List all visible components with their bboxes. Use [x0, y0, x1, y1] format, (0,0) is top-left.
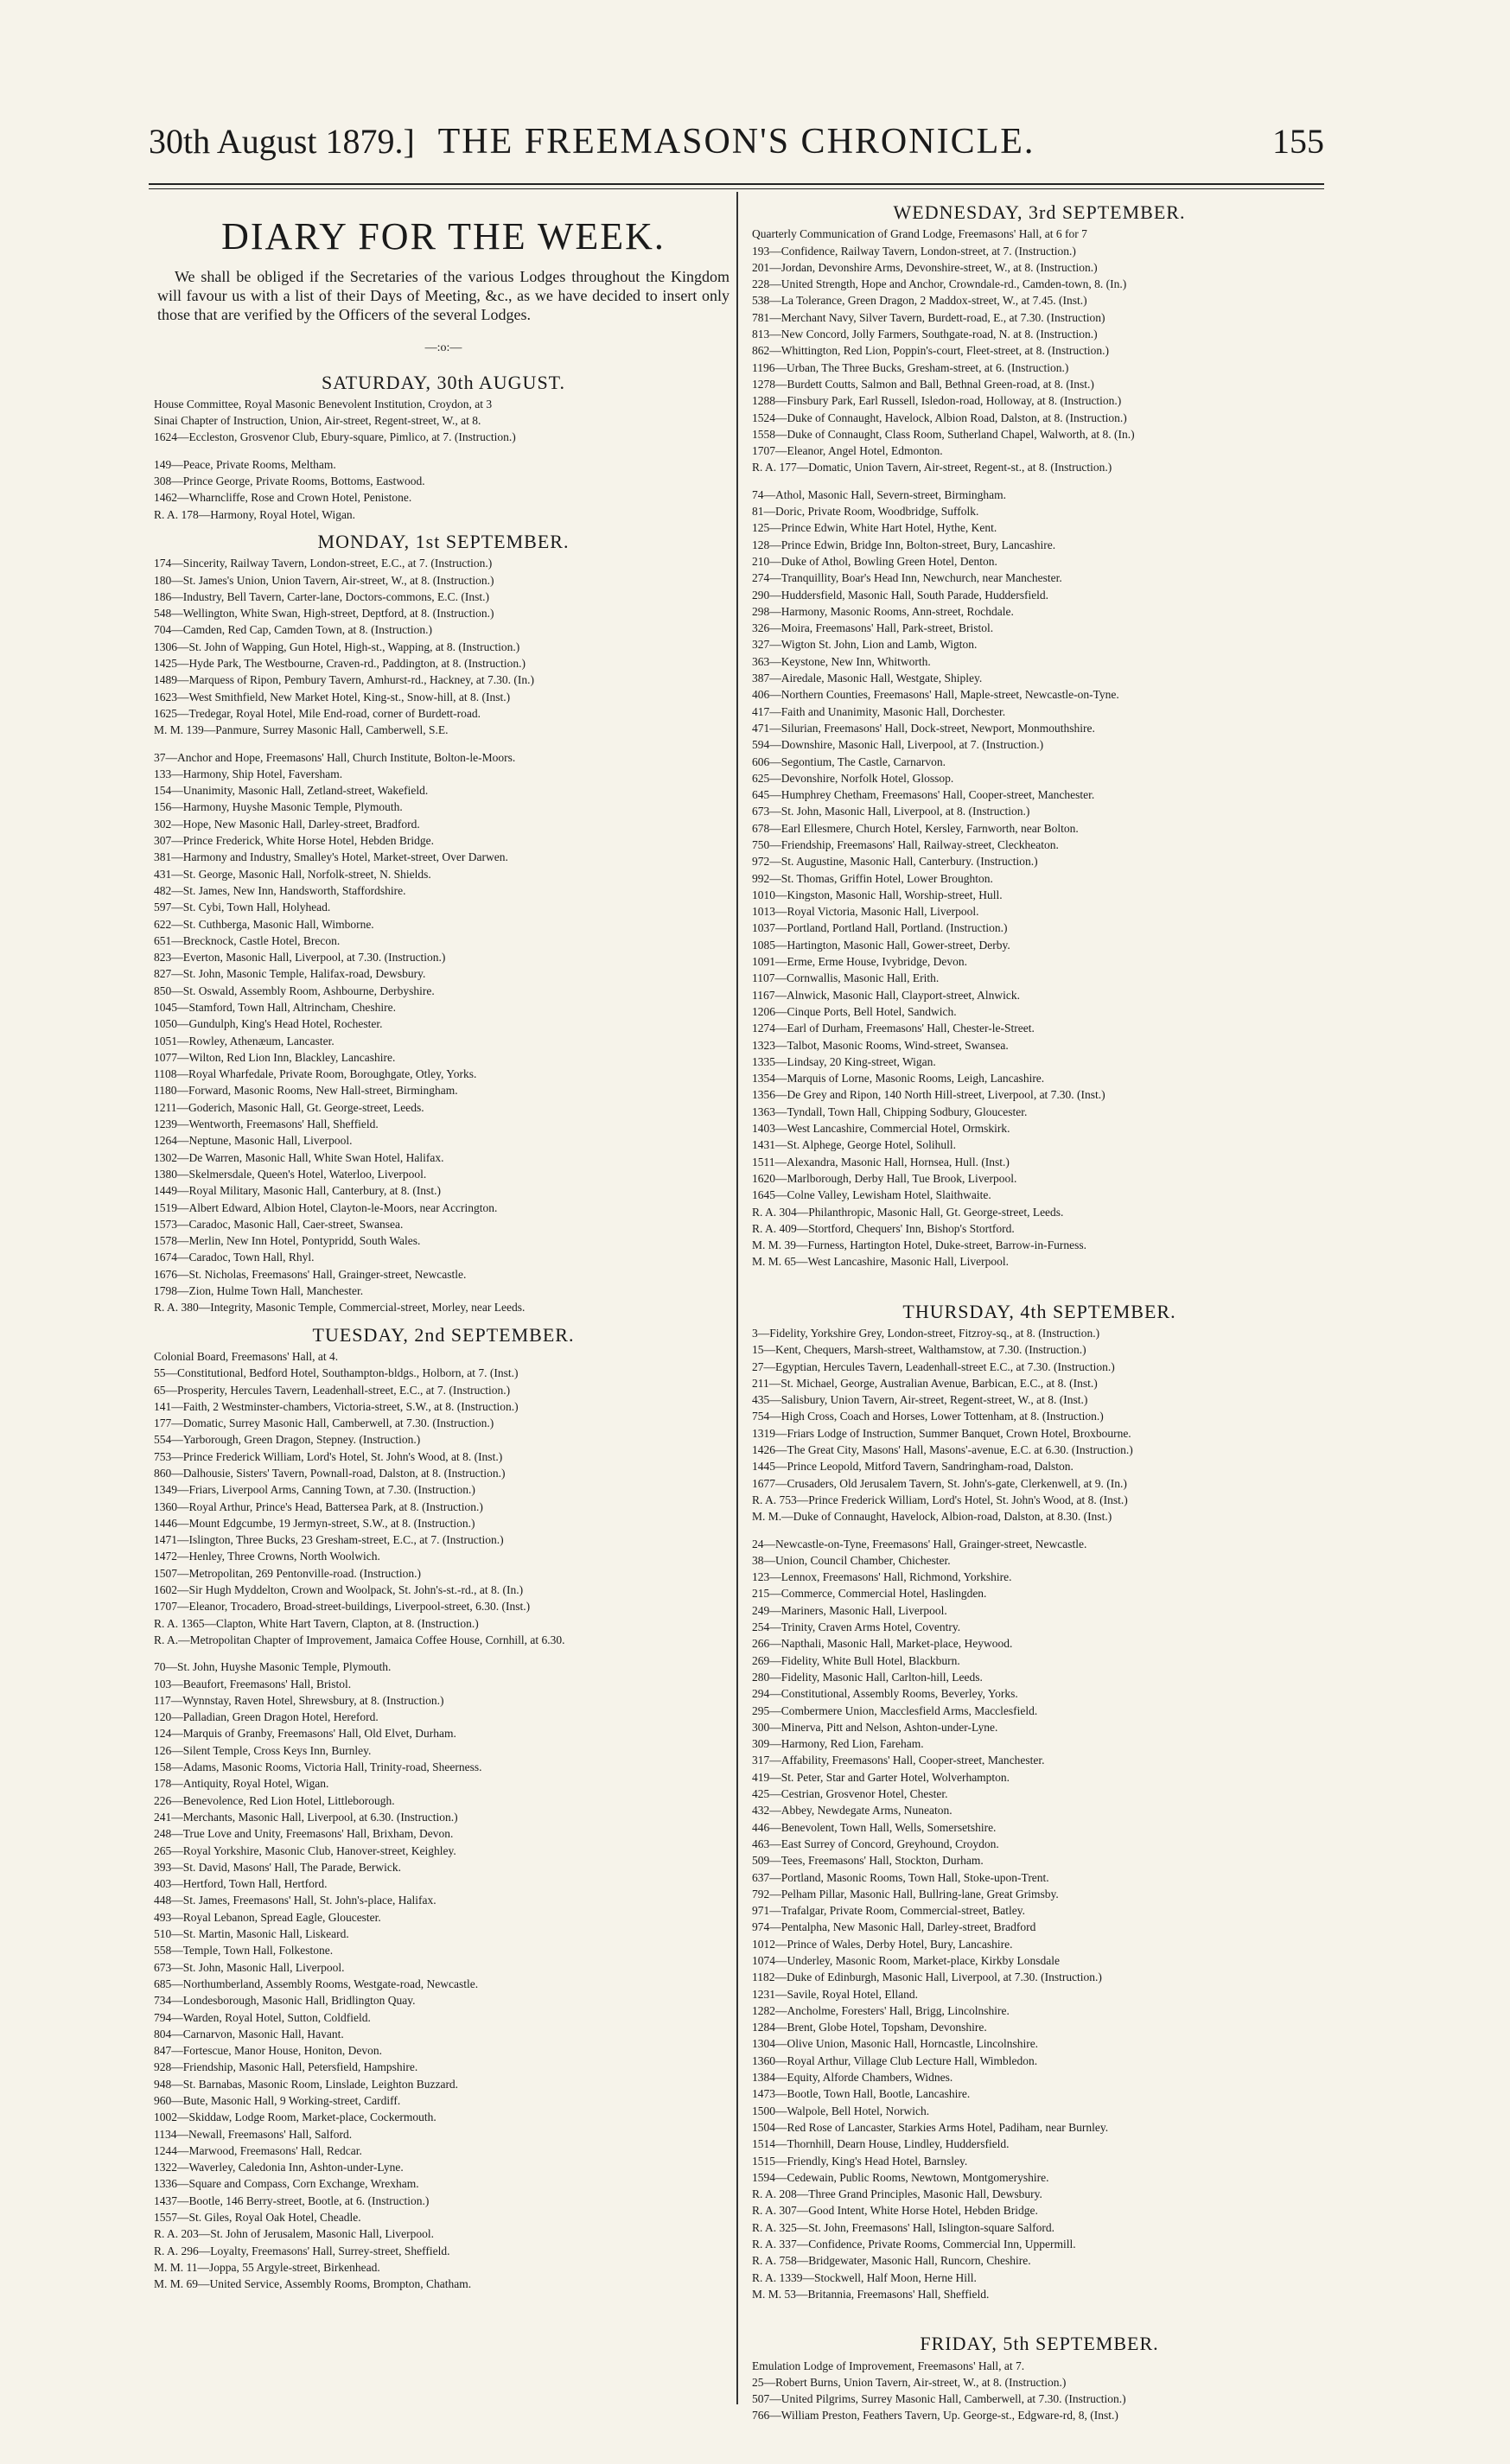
lodge-entry: 1557—St. Giles, Royal Oak Hotel, Cheadle.	[154, 2211, 361, 2225]
lodge-entry: R. A. 1339—Stockwell, Half Moon, Herne Hill.	[752, 2270, 977, 2284]
lodge-entry: R. A. 208—Three Grand Principles, Masonic Hall, Dewsbury.	[752, 2187, 1042, 2201]
lodge-entry: 1231—Savile, Royal Hotel, Elland.	[752, 1987, 918, 2001]
lodge-entry: 625—Devonshire, Norfolk Hotel, Glossop.	[752, 771, 954, 785]
page-header	[149, 121, 1324, 181]
saturday-list	[154, 396, 733, 523]
lodge-entry: R. A. 177—Domatic, Union Tavern, Air-street, Regent-st., at 8. (Instruction.)	[752, 461, 1112, 474]
lodge-entry: 734—Londesborough, Masonic Hall, Bridlington Quay.	[154, 1994, 416, 2008]
lodge-entry: 307—Prince Frederick, White Horse Hotel, Hebden Bridge.	[154, 834, 435, 848]
lodge-entry: R. A. 178—Harmony, Royal Hotel, Wigan.	[154, 507, 356, 521]
lodge-entry: 298—Harmony, Masonic Rooms, Ann-street, Rochdale.	[752, 604, 1014, 618]
entry-gap	[154, 739, 733, 749]
lodge-entry: Sinai Chapter of Instruction, Union, Air-street, Regent-street, W., at 8.	[154, 414, 481, 428]
lodge-entry: 1134—Newall, Freemasons' Hall, Salford.	[154, 2127, 353, 2141]
lodge-entry: 1050—Gundulph, King's Head Hotel, Rochester.	[154, 1017, 383, 1031]
lodge-entry: 174—Sincerity, Railway Tavern, London-street, E.C., at 7. (Instruction.)	[154, 557, 493, 570]
lodge-entry: 1302—De Warren, Masonic Hall, White Swan Hotel, Halifax.	[154, 1150, 444, 1164]
lodge-entry: 103—Beaufort, Freemasons' Hall, Bristol.	[154, 1677, 352, 1690]
lodge-entry: 254—Trinity, Craven Arms Hotel, Coventry.	[752, 1620, 961, 1634]
lodge-entry: 446—Benevolent, Town Hall, Wells, Somersetshire.	[752, 1820, 997, 1834]
lodge-entry: 1624—Eccleston, Grosvenor Club, Ebury-square, Pimlico, at 7. (Instruction.)	[154, 430, 516, 444]
spacer	[752, 2302, 1327, 2325]
lodge-entry: 210—Duke of Athol, Bowling Green Hotel, Denton.	[752, 554, 997, 568]
tuesday-list	[154, 1348, 733, 2293]
lodge-entry: R. A.—Metropolitan Chapter of Improvement, Jamaica Coffee House, Cornhill, at 6.30.	[154, 1633, 565, 1646]
lodge-entry: 265—Royal Yorkshire, Masonic Club, Hanover-street, Keighley.	[154, 1843, 456, 1857]
left-column	[154, 199, 733, 2293]
lodge-entry: 156—Harmony, Huyshe Masonic Temple, Plymouth.	[154, 800, 403, 814]
lodge-entry: 363—Keystone, New Inn, Whitworth.	[752, 654, 931, 668]
lodge-entry: M. M.—Duke of Connaught, Havelock, Albion-road, Dalston, at 8.30. (Inst.)	[752, 1510, 1112, 1524]
entry-gap	[154, 446, 733, 456]
lodge-entry: Quarterly Communication of Grand Lodge, Freemasons' Hall, at 6 for 7	[752, 227, 1087, 241]
lodge-entry: 971—Trafalgar, Private Room, Commercial-street, Batley.	[752, 1904, 1026, 1918]
lodge-entry: 1573—Caradoc, Masonic Hall, Caer-street, Swansea.	[154, 1217, 404, 1231]
lodge-entry: 1507—Metropolitan, 269 Pentonville-road. (Instruction.)	[154, 1566, 421, 1580]
lodge-entry: 417—Faith and Unanimity, Masonic Hall, Dorchester.	[752, 704, 1006, 718]
lodge-entry: 1012—Prince of Wales, Derby Hotel, Bury, Lancashire.	[752, 1937, 1013, 1951]
lodge-entry: 241—Merchants, Masonic Hall, Liverpool, at 6.30. (Instruction.)	[154, 1810, 458, 1824]
lodge-entry: R. A. 380—Integrity, Masonic Temple, Commercial-street, Morley, near Leeds.	[154, 1301, 526, 1315]
lodge-entry: 1431—St. Alphege, George Hotel, Solihull.	[752, 1138, 956, 1152]
lodge-entry: 1515—Friendly, King's Head Hotel, Barnsley.	[752, 2154, 968, 2168]
lodge-entry: 406—Northern Counties, Freemasons' Hall, Maple-street, Newcastle-on-Tyne.	[752, 688, 1119, 702]
lodge-entry: 1472—Henley, Three Crowns, North Woolwich.	[154, 1550, 380, 1563]
lodge-entry: M. M. 53—Britannia, Freemasons' Hall, Sheffield.	[752, 2287, 990, 2301]
lodge-entry: 1051—Rowley, Athenæum, Lancaster.	[154, 1034, 334, 1047]
lodge-entry: 3—Fidelity, Yorkshire Grey, London-street, Fitzroy-sq., at 8. (Instruction.)	[752, 1327, 1100, 1340]
lodge-entry: R. A. 307—Good Intent, White Horse Hotel, Hebden Bridge.	[752, 2204, 1038, 2218]
lodge-entry: 678—Earl Ellesmere, Church Hotel, Kersley, Farnworth, near Bolton.	[752, 821, 1079, 835]
lodge-entry: R. A. 304—Philanthropic, Masonic Hall, Gt. George-street, Leeds.	[752, 1205, 1064, 1219]
lodge-entry: 1045—Stamford, Town Hall, Altrincham, Cheshire.	[154, 1000, 397, 1014]
lodge-entry: 1625—Tredegar, Royal Hotel, Mile End-road, corner of Burdett-road.	[154, 706, 481, 720]
entry-gap	[154, 1648, 733, 1659]
lodge-entry: 1013—Royal Victoria, Masonic Hall, Liverpool.	[752, 905, 979, 919]
lodge-entry: 1244—Marwood, Freemasons' Hall, Redcar.	[154, 2143, 362, 2157]
lodge-entry: 1445—Prince Leopold, Mitford Tavern, Sandringham-road, Dalston.	[752, 1460, 1074, 1474]
lodge-entry: 1288—Finsbury Park, Earl Russell, Isledon-road, Holloway, at 8. (Instruction.)	[752, 394, 1122, 408]
thursday-list	[752, 1325, 1327, 2302]
lodge-entry: R. A. 337—Confidence, Private Rooms, Commercial Inn, Uppermill.	[752, 2238, 1076, 2251]
lodge-entry: 860—Dalhousie, Sisters' Tavern, Pownall-road, Dalston, at 8. (Instruction.)	[154, 1467, 506, 1480]
lodge-entry: 1323—Talbot, Masonic Rooms, Wind-street, Swansea.	[752, 1038, 1009, 1052]
lodge-entry: 1514—Thornhill, Dearn House, Lindley, Huddersfield.	[752, 2137, 1010, 2151]
lodge-entry: 431—St. George, Masonic Hall, Norfolk-street, N. Shields.	[154, 867, 431, 881]
lodge-entry: 432—Abbey, Newdegate Arms, Nuneaton.	[752, 1804, 953, 1818]
lodge-entry: 125—Prince Edwin, White Hart Hotel, Hythe, Kent.	[752, 521, 997, 535]
lodge-entry: 1085—Hartington, Masonic Hall, Gower-street, Derby.	[752, 938, 1010, 952]
lodge-entry: 847—Fortescue, Manor House, Honiton, Devon.	[154, 2044, 382, 2058]
lodge-entry: 193—Confidence, Railway Tavern, London-street, at 7. (Instruction.)	[752, 244, 1076, 258]
lodge-entry: 1336—Square and Compass, Corn Exchange, Wrexham.	[154, 2177, 419, 2191]
lodge-entry: 65—Prosperity, Hercules Tavern, Leadenhall-street, E.C., at 7. (Instruction.)	[154, 1383, 511, 1397]
lodge-entry: 813—New Concord, Jolly Farmers, Southgate-road, N. at 8. (Instruction.)	[752, 328, 1098, 341]
lodge-entry: 133—Harmony, Ship Hotel, Faversham.	[154, 767, 343, 780]
lodge-entry: 1107—Cornwallis, Masonic Hall, Erith.	[752, 971, 940, 985]
lodge-entry: 1335—Lindsay, 20 King-street, Wigan.	[752, 1054, 936, 1068]
lodge-entry: 309—Harmony, Red Lion, Fareham.	[752, 1737, 924, 1751]
lodge-entry: 1180—Forward, Masonic Rooms, New Hall-street, Birmingham.	[154, 1084, 458, 1098]
lodge-entry: 228—United Strength, Hope and Anchor, Crowndale-rd., Camden-town, 8. (In.)	[752, 277, 1127, 291]
lodge-entry: 154—Unanimity, Masonic Hall, Zetland-street, Wakefield.	[154, 784, 429, 798]
lodge-entry: R. A. 325—St. John, Freemasons' Hall, Islington-square Salford.	[752, 2220, 1055, 2234]
lodge-entry: 1504—Red Rose of Lancaster, Starkies Arms Hotel, Padiham, near Burnley.	[752, 2120, 1109, 2134]
lodge-entry: 1425—Hyde Park, The Westbourne, Craven-rd., Paddington, at 8. (Instruction.)	[154, 657, 526, 671]
lodge-entry: M. M. 69—United Service, Assembly Rooms, Brompton, Chatham.	[154, 2277, 472, 2291]
lodge-entry: 381—Harmony and Industry, Smalley's Hotel, Market-street, Over Darwen.	[154, 850, 508, 864]
lodge-entry: 1211—Goderich, Masonic Hall, Gt. George-street, Leeds.	[154, 1100, 424, 1114]
lodge-entry: 70—St. John, Huyshe Masonic Temple, Plymouth.	[154, 1660, 392, 1674]
column-divider	[736, 192, 738, 2404]
lodge-entry: 419—St. Peter, Star and Garter Hotel, Wolverhampton.	[752, 1770, 1010, 1784]
lodge-entry: 823—Everton, Masonic Hall, Liverpool, at 7.30. (Instruction.)	[154, 951, 446, 965]
lodge-entry: 510—St. Martin, Masonic Hall, Liskeard.	[154, 1927, 349, 1941]
intro-paragraph: We shall be obliged if the Secretaries of the various Lodges throughout the Kingdom will favour us with a list of their Days of Meeting, &c., as we have decided to insert only those that are verified by the Officers of the several Lodges.	[157, 268, 730, 324]
lodge-entry: M. M. 39—Furness, Hartington Hotel, Duke-street, Barrow-in-Furness.	[752, 1238, 1086, 1252]
lodge-entry: 149—Peace, Private Rooms, Meltham.	[154, 457, 336, 471]
lodge-entry: 1798—Zion, Hulme Town Hall, Manchester.	[154, 1284, 364, 1298]
lodge-entry: 1519—Albert Edward, Albion Hotel, Clayton-le-Moors, near Accrington.	[154, 1200, 498, 1214]
lodge-entry: 123—Lennox, Freemasons' Hall, Richmond, Yorkshire.	[752, 1570, 1012, 1584]
lodge-entry: 1674—Caradoc, Town Hall, Rhyl.	[154, 1251, 315, 1264]
lodge-entry: M. M. 11—Joppa, 55 Argyle-street, Birkenhead.	[154, 2260, 380, 2274]
friday-list	[752, 2358, 1327, 2424]
monday-list	[154, 555, 733, 1315]
lodge-entry: 81—Doric, Private Room, Woodbridge, Suffolk.	[752, 505, 979, 519]
lodge-entry: 327—Wigton St. John, Lion and Lamb, Wigton.	[752, 638, 978, 652]
lodge-entry: 1594—Cedewain, Public Rooms, Newtown, Montgomeryshire.	[752, 2170, 1049, 2184]
lodge-entry: 471—Silurian, Freemasons' Hall, Dock-street, Newport, Monmouthshire.	[752, 721, 1095, 735]
lodge-entry: 685—Northumberland, Assembly Rooms, Westgate-road, Newcastle.	[154, 1977, 479, 1990]
thursday-heading: THURSDAY, 4th SEPTEMBER.	[902, 1300, 1176, 1322]
lodge-entry: 463—East Surrey of Concord, Greyhound, Croydon.	[752, 1837, 999, 1850]
lodge-entry: 1524—Duke of Connaught, Havelock, Albion Road, Dalston, at 8. (Instruction.)	[752, 411, 1127, 424]
lodge-entry: 1677—Crusaders, Old Jerusalem Tavern, St. John's-gate, Clerkenwell, at 9. (In.)	[752, 1476, 1127, 1490]
lodge-entry: 158—Adams, Masonic Rooms, Victoria Hall, Trinity-road, Sheerness.	[154, 1760, 482, 1774]
lodge-entry: 1437—Bootle, 146 Berry-street, Bootle, at 6. (Instruction.)	[154, 2193, 430, 2207]
lodge-entry: 493—Royal Lebanon, Spread Eagle, Gloucester.	[154, 1910, 381, 1924]
lodge-entry: Colonial Board, Freemasons' Hall, at 4.	[154, 1349, 339, 1363]
lodge-entry: 178—Antiquity, Royal Hotel, Wigan.	[154, 1777, 329, 1791]
wednesday-heading: WEDNESDAY, 3rd SEPTEMBER.	[893, 201, 1186, 223]
lodge-entry: 850—St. Oswald, Assembly Room, Ashbourne, Derbyshire.	[154, 984, 435, 997]
lodge-entry: 25—Robert Burns, Union Tavern, Air-street, W., at 8. (Instruction.)	[752, 2375, 1067, 2389]
lodge-entry: 266—Napthali, Masonic Hall, Market-place, Heywood.	[752, 1637, 1013, 1651]
lodge-entry: 1403—West Lancashire, Commercial Hotel, Ormskirk.	[752, 1122, 1010, 1136]
lodge-entry: 1319—Friars Lodge of Instruction, Summer Banquet, Crown Hotel, Broxbourne.	[752, 1426, 1131, 1440]
lodge-entry: 1558—Duke of Connaught, Class Room, Sutherland Chapel, Walworth, at 8. (In.)	[752, 427, 1135, 441]
lodge-entry: 1363—Tyndall, Town Hall, Chipping Sodbury, Gloucester.	[752, 1105, 1028, 1118]
lodge-entry: 673—St. John, Masonic Hall, Liverpool.	[154, 1960, 345, 1974]
lodge-entry: 507—United Pilgrims, Surrey Masonic Hall, Camberwell, at 7.30. (Instruction.)	[752, 2392, 1126, 2406]
monday-heading: MONDAY, 1st SEPTEMBER.	[317, 530, 570, 552]
lodge-entry: 1037—Portland, Portland Hall, Portland. (Instruction.)	[752, 921, 1008, 935]
lodge-entry: 827—St. John, Masonic Temple, Halifax-road, Dewsbury.	[154, 967, 426, 981]
lodge-entry: 300—Minerva, Pitt and Nelson, Ashton-under-Lyne.	[752, 1720, 998, 1734]
lodge-entry: R. A. 1365—Clapton, White Hart Tavern, Clapton, at 8. (Instruction.)	[154, 1616, 479, 1630]
lodge-entry: 1264—Neptune, Masonic Hall, Liverpool.	[154, 1134, 353, 1148]
lodge-entry: 558—Temple, Town Hall, Folkestone.	[154, 1944, 334, 1958]
lodge-entry: 1380—Skelmersdale, Queen's Hotel, Waterloo, Liverpool.	[154, 1167, 427, 1181]
lodge-entry: 1473—Bootle, Town Hall, Bootle, Lancashire.	[752, 2087, 971, 2101]
lodge-entry: 753—Prince Frederick William, Lord's Hotel, St. John's Wood, at 8. (Inst.)	[154, 1449, 503, 1463]
lodge-entry: 1077—Wilton, Red Lion Inn, Blackley, Lancashire.	[154, 1050, 396, 1064]
lodge-entry: 1196—Urban, The Three Bucks, Gresham-street, at 6. (Instruction.)	[752, 360, 1069, 374]
lodge-entry: 538—La Tolerance, Green Dragon, 2 Maddox-street, W., at 7.45. (Inst.)	[752, 294, 1087, 308]
lodge-entry: 308—Prince George, Private Rooms, Bottoms, Eastwood.	[154, 474, 425, 488]
lodge-entry: 1356—De Grey and Ripon, 140 North Hill-street, Liverpool, at 7.30. (Inst.)	[752, 1088, 1105, 1102]
lodge-entry: 448—St. James, Freemasons' Hall, St. John's-place, Halifax.	[154, 1894, 436, 1907]
lodge-entry: 1500—Walpole, Bell Hotel, Norwich.	[752, 2104, 930, 2117]
lodge-entry: 326—Moira, Freemasons' Hall, Park-street, Bristol.	[752, 621, 994, 635]
lodge-entry: 1282—Ancholme, Foresters' Hall, Brigg, Lincolnshire.	[752, 2003, 1010, 2017]
lodge-entry: 27—Egyptian, Hercules Tavern, Leadenhall-street E.C., at 7.30. (Instruction.)	[752, 1359, 1115, 1373]
lodge-entry: House Committee, Royal Masonic Benevolent Institution, Croydon, at 3	[154, 397, 493, 411]
lodge-entry: 1284—Brent, Globe Hotel, Topsham, Devonshire.	[752, 2021, 987, 2034]
lodge-entry: 1322—Waverley, Caledonia Inn, Ashton-under-Lyne.	[154, 2161, 404, 2174]
lodge-entry: 24—Newcastle-on-Tyne, Freemasons' Hall, Grainger-street, Newcastle.	[752, 1537, 1087, 1550]
lodge-entry: 548—Wellington, White Swan, High-street, Deptford, at 8. (Instruction.)	[154, 607, 494, 621]
wednesday-list	[752, 226, 1327, 1270]
lodge-entry: 606—Segontium, The Castle, Carnarvon.	[752, 754, 946, 768]
lodge-entry: 637—Portland, Masonic Rooms, Town Hall, Stoke-upon-Trent.	[752, 1870, 1049, 1884]
lodge-entry: 509—Tees, Freemasons' Hall, Stockton, Durham.	[752, 1854, 984, 1868]
lodge-entry: 1167—Alnwick, Masonic Hall, Clayport-street, Alnwick.	[752, 988, 1020, 1002]
entry-gap	[752, 1525, 1327, 1536]
lodge-entry: 1707—Eleanor, Trocadero, Broad-street-buildings, Liverpool-street, 6.30. (Inst.)	[154, 1600, 531, 1614]
lodge-entry: 128—Prince Edwin, Bridge Inn, Bolton-street, Bury, Lancashire.	[752, 538, 1056, 551]
lodge-entry: 1471—Islington, Three Bucks, 23 Gresham-street, E.C., at 7. (Instruction.)	[154, 1533, 504, 1547]
lodge-entry: 248—True Love and Unity, Freemasons' Hall, Brixham, Devon.	[154, 1827, 454, 1841]
header-rule	[149, 183, 1324, 185]
lodge-entry: R. A. 296—Loyalty, Freemasons' Hall, Surrey-street, Sheffield.	[154, 2244, 450, 2257]
friday-heading: FRIDAY, 5th SEPTEMBER.	[920, 2333, 1159, 2355]
lodge-entry: 117—Wynnstay, Raven Hotel, Shrewsbury, at 8. (Instruction.)	[154, 1693, 444, 1707]
lodge-entry: 704—Camden, Red Cap, Camden Town, at 8. (Instruction.)	[154, 623, 433, 637]
lodge-entry: 594—Downshire, Masonic Hall, Liverpool, at 7. (Instruction.)	[752, 738, 1044, 752]
lodge-entry: 1623—West Smithfield, New Market Hotel, King-st., Snow-hill, at 8. (Inst.)	[154, 690, 511, 704]
lodge-entry: 38—Union, Council Chamber, Chichester.	[752, 1553, 951, 1567]
lodge-entry: 1449—Royal Military, Masonic Hall, Canterbury, at 8. (Inst.)	[154, 1184, 441, 1198]
lodge-entry: 1002—Skiddaw, Lodge Room, Market-place, Cockermouth.	[154, 2111, 436, 2124]
lodge-entry: Emulation Lodge of Improvement, Freemasons' Hall, at 7.	[752, 2359, 1025, 2372]
lodge-entry: 804—Carnarvon, Masonic Hall, Havant.	[154, 2027, 344, 2041]
lodge-entry: 1360—Royal Arthur, Prince's Head, Battersea Park, at 8. (Instruction.)	[154, 1499, 483, 1513]
saturday-heading: SATURDAY, 30th AUGUST.	[322, 371, 565, 393]
lodge-entry: 645—Humphrey Chetham, Freemasons' Hall, Cooper-street, Manchester.	[752, 788, 1095, 802]
lodge-entry: R. A. 409—Stortford, Chequers' Inn, Bishop's Stortford.	[752, 1221, 1015, 1235]
lodge-entry: 651—Brecknock, Castle Hotel, Brecon.	[154, 933, 341, 947]
lodge-entry: 1462—Wharncliffe, Rose and Crown Hotel, Penistone.	[154, 491, 412, 505]
lodge-entry: 1645—Colne Valley, Lewisham Hotel, Slaithwaite.	[752, 1188, 991, 1202]
entry-gap	[752, 476, 1327, 487]
lodge-entry: 1707—Eleanor, Angel Hotel, Edmonton.	[752, 444, 943, 458]
lodge-entry: 766—William Preston, Feathers Tavern, Up. George-st., Edgware-rd, 8, (Inst.)	[752, 2409, 1118, 2423]
lodge-entry: 1239—Wentworth, Freemasons' Hall, Sheffield.	[154, 1117, 379, 1131]
lodge-entry: 781—Merchant Navy, Silver Tavern, Burdett-road, E., at 7.30. (Instruction)	[752, 310, 1105, 324]
lodge-entry: 226—Benevolence, Red Lion Hotel, Littleborough.	[154, 1793, 395, 1807]
issue-date: 30th August 1879.]	[149, 122, 415, 161]
lodge-entry: 274—Tranquillity, Boar's Head Inn, Newchurch, near Manchester.	[752, 571, 1062, 585]
lodge-entry: 211—St. Michael, George, Australian Avenue, Barbican, E.C., at 8. (Inst.)	[752, 1376, 1098, 1390]
lodge-entry: 974—Pentalpha, New Masonic Hall, Darley-street, Bradford	[752, 1920, 1036, 1934]
lodge-entry: 249—Mariners, Masonic Hall, Liverpool.	[752, 1603, 947, 1617]
lodge-entry: 1304—Olive Union, Masonic Hall, Horncastle, Lincolnshire.	[752, 2037, 1039, 2051]
section-divider: —:o:—	[424, 341, 462, 355]
lodge-entry: 74—Athol, Masonic Hall, Severn-street, Birmingham.	[752, 487, 1006, 501]
diary-title: DIARY FOR THE WEEK.	[221, 215, 666, 258]
spacer	[752, 1270, 1327, 1293]
lodge-entry: 1354—Marquis of Lorne, Masonic Rooms, Leigh, Lancashire.	[752, 1072, 1045, 1086]
lodge-entry: 124—Marquis of Granby, Freemasons' Hall, Old Elvet, Durham.	[154, 1727, 456, 1741]
lodge-entry: 1349—Friars, Liverpool Arms, Canning Town, at 7.30. (Instruction.)	[154, 1483, 475, 1497]
lodge-entry: 393—St. David, Masons' Hall, The Parade, Berwick.	[154, 1860, 402, 1874]
lodge-entry: 387—Airedale, Masonic Hall, Westgate, Shipley.	[752, 672, 983, 685]
lodge-entry: 1010—Kingston, Masonic Hall, Worship-street, Hull.	[752, 888, 1003, 901]
lodge-entry: 37—Anchor and Hope, Freemasons' Hall, Church Institute, Bolton-le-Moors.	[154, 750, 516, 764]
lodge-entry: 425—Cestrian, Grosvenor Hotel, Chester.	[752, 1787, 948, 1801]
lodge-entry: 186—Industry, Bell Tavern, Carter-lane, Doctors-commons, E.C. (Inst.)	[154, 589, 489, 603]
lodge-entry: 597—St. Cybi, Town Hall, Holyhead.	[154, 901, 331, 914]
lodge-entry: R. A. 203—St. John of Jerusalem, Masonic Hall, Liverpool.	[154, 2227, 434, 2241]
tuesday-heading: TUESDAY, 2nd SEPTEMBER.	[312, 1323, 575, 1346]
lodge-entry: 1306—St. John of Wapping, Gun Hotel, High-st., Wapping, at 8. (Instruction.)	[154, 640, 520, 653]
lodge-entry: 435—Salisbury, Union Tavern, Air-street, Regent-street, W., at 8. (Inst.)	[752, 1393, 1088, 1407]
lodge-entry: 482—St. James, New Inn, Handsworth, Staffordshire.	[154, 883, 406, 897]
right-column	[752, 199, 1327, 2424]
lodge-entry: 290—Huddersfield, Masonic Hall, South Parade, Huddersfield.	[752, 588, 1049, 602]
lodge-entry: 1578—Merlin, New Inn Hotel, Pontypridd, South Wales.	[154, 1234, 421, 1248]
lodge-entry: 862—Whittington, Red Lion, Poppin's-court, Fleet-street, at 8. (Instruction.)	[752, 344, 1109, 358]
lodge-entry: 295—Combermere Union, Macclesfield Arms, Macclesfield.	[752, 1703, 1038, 1717]
lodge-entry: 317—Affability, Freemasons' Hall, Cooper-street, Manchester.	[752, 1754, 1045, 1767]
lodge-entry: 1274—Earl of Durham, Freemasons' Hall, Chester-le-Street.	[752, 1022, 1035, 1035]
lodge-entry: 280—Fidelity, Masonic Hall, Carlton-hill, Leeds.	[752, 1670, 983, 1684]
lodge-entry: 269—Fidelity, White Bull Hotel, Blackburn.	[752, 1653, 960, 1667]
lodge-entry: 1511—Alexandra, Masonic Hall, Hornsea, Hull. (Inst.)	[752, 1155, 1010, 1168]
lodge-entry: 1620—Marlborough, Derby Hall, Tue Brook, Liverpool.	[752, 1171, 1017, 1185]
lodge-entry: 1426—The Great City, Masons' Hall, Masons'-avenue, E.C. at 6.30. (Instruction.)	[752, 1443, 1133, 1457]
lodge-entry: 1489—Marquess of Ripon, Pembury Tavern, Amhurst-rd., Hackney, at 7.30. (In.)	[154, 673, 534, 687]
lodge-entry: 302—Hope, New Masonic Hall, Darley-street, Bradford.	[154, 817, 420, 831]
lodge-entry: 750—Friendship, Freemasons' Hall, Railway-street, Cleckheaton.	[752, 837, 1059, 851]
lodge-entry: 403—Hertford, Town Hall, Hertford.	[154, 1877, 328, 1891]
lodge-entry: 1206—Cinque Ports, Bell Hotel, Sandwich.	[752, 1004, 957, 1018]
lodge-entry: 180—St. James's Union, Union Tavern, Air-street, W., at 8. (Instruction.)	[154, 573, 494, 587]
lodge-entry: R. A. 758—Bridgewater, Masonic Hall, Runcorn, Cheshire.	[752, 2254, 1031, 2268]
lodge-entry: M. M. 65—West Lancashire, Masonic Hall, Liverpool.	[752, 1255, 1009, 1269]
lodge-entry: 1108—Royal Wharfedale, Private Room, Boroughgate, Otley, Yorks.	[154, 1067, 477, 1081]
lodge-entry: 55—Constitutional, Bedford Hotel, Southampton-bldgs., Holborn, at 7. (Inst.)	[154, 1366, 519, 1380]
lodge-entry: 120—Palladian, Green Dragon Hotel, Hereford.	[154, 1710, 379, 1724]
lodge-entry: 554—Yarborough, Green Dragon, Stepney. (Instruction.)	[154, 1433, 421, 1447]
lodge-entry: 1091—Erme, Erme House, Ivybridge, Devon.	[752, 955, 967, 969]
lodge-entry: 1278—Burdett Coutts, Salmon and Ball, Bethnal Green-road, at 8. (Inst.)	[752, 377, 1094, 391]
lodge-entry: 126—Silent Temple, Cross Keys Inn, Burnley.	[154, 1743, 372, 1757]
lodge-entry: 1360—Royal Arthur, Village Club Lecture Hall, Wimbledon.	[752, 2053, 1038, 2067]
lodge-entry: 201—Jordan, Devonshire Arms, Devonshire-street, W., at 8. (Instruction.)	[752, 260, 1098, 274]
lodge-entry: 948—St. Barnabas, Masonic Room, Linslade, Leighton Buzzard.	[154, 2077, 459, 2091]
lodge-entry: 177—Domatic, Surrey Masonic Hall, Camberwell, at 7.30. (Instruction.)	[154, 1417, 494, 1430]
newspaper-title: THE FREEMASON'S CHRONICLE.	[437, 122, 1035, 162]
lodge-entry: 1182—Duke of Edinburgh, Masonic Hall, Liverpool, at 7.30. (Instruction.)	[752, 1971, 1102, 1984]
lodge-entry: 15—Kent, Chequers, Marsh-street, Walthamstow, at 7.30. (Instruction.)	[752, 1343, 1086, 1357]
lodge-entry: 1074—Underley, Masonic Room, Market-place, Kirkby Lonsdale	[752, 1953, 1061, 1967]
lodge-entry: 294—Constitutional, Assembly Rooms, Beverley, Yorks.	[752, 1687, 1018, 1701]
lodge-entry: 792—Pelham Pillar, Masonic Hall, Bullring-lane, Great Grimsby.	[752, 1887, 1059, 1901]
lodge-entry: 794—Warden, Royal Hotel, Sutton, Coldfield.	[154, 2010, 371, 2024]
lodge-entry: 992—St. Thomas, Griffin Hotel, Lower Broughton.	[752, 871, 993, 885]
lodge-entry: 673—St. John, Masonic Hall, Liverpool, at 8. (Instruction.)	[752, 805, 1030, 818]
lodge-entry: M. M. 139—Panmure, Surrey Masonic Hall, Camberwell, S.E.	[154, 723, 449, 737]
lodge-entry: 141—Faith, 2 Westminster-chambers, Victoria-street, S.W., at 8. (Instruction.)	[154, 1399, 519, 1413]
lodge-entry: R. A. 753—Prince Frederick William, Lord's Hotel, St. John's Wood, at 8. (Inst.)	[752, 1493, 1128, 1506]
lodge-entry: 1446—Mount Edgcumbe, 19 Jermyn-street, S.W., at 8. (Instruction.)	[154, 1516, 475, 1530]
lodge-entry: 215—Commerce, Commercial Hotel, Haslingden.	[752, 1587, 987, 1601]
lodge-entry: 972—St. Augustine, Masonic Hall, Canterbury. (Instruction.)	[752, 855, 1038, 869]
lodge-entry: 754—High Cross, Coach and Horses, Lower Tottenham, at 8. (Instruction.)	[752, 1410, 1104, 1423]
lodge-entry: 622—St. Cuthberga, Masonic Hall, Wimborne.	[154, 917, 374, 931]
lodge-entry: 1384—Equity, Alforde Chambers, Widnes.	[752, 2071, 953, 2085]
lodge-entry: 928—Friendship, Masonic Hall, Petersfield, Hampshire.	[154, 2060, 418, 2074]
lodge-entry: 1602—Sir Hugh Myddelton, Crown and Woolpack, St. John's-st.-rd., at 8. (In.)	[154, 1583, 524, 1597]
header-rule-thin	[149, 188, 1324, 189]
page-number: 155	[1272, 122, 1324, 161]
lodge-entry: 960—Bute, Masonic Hall, 9 Working-street, Cardiff.	[154, 2093, 401, 2107]
lodge-entry: 1676—St. Nicholas, Freemasons' Hall, Grainger-street, Newcastle.	[154, 1267, 467, 1281]
